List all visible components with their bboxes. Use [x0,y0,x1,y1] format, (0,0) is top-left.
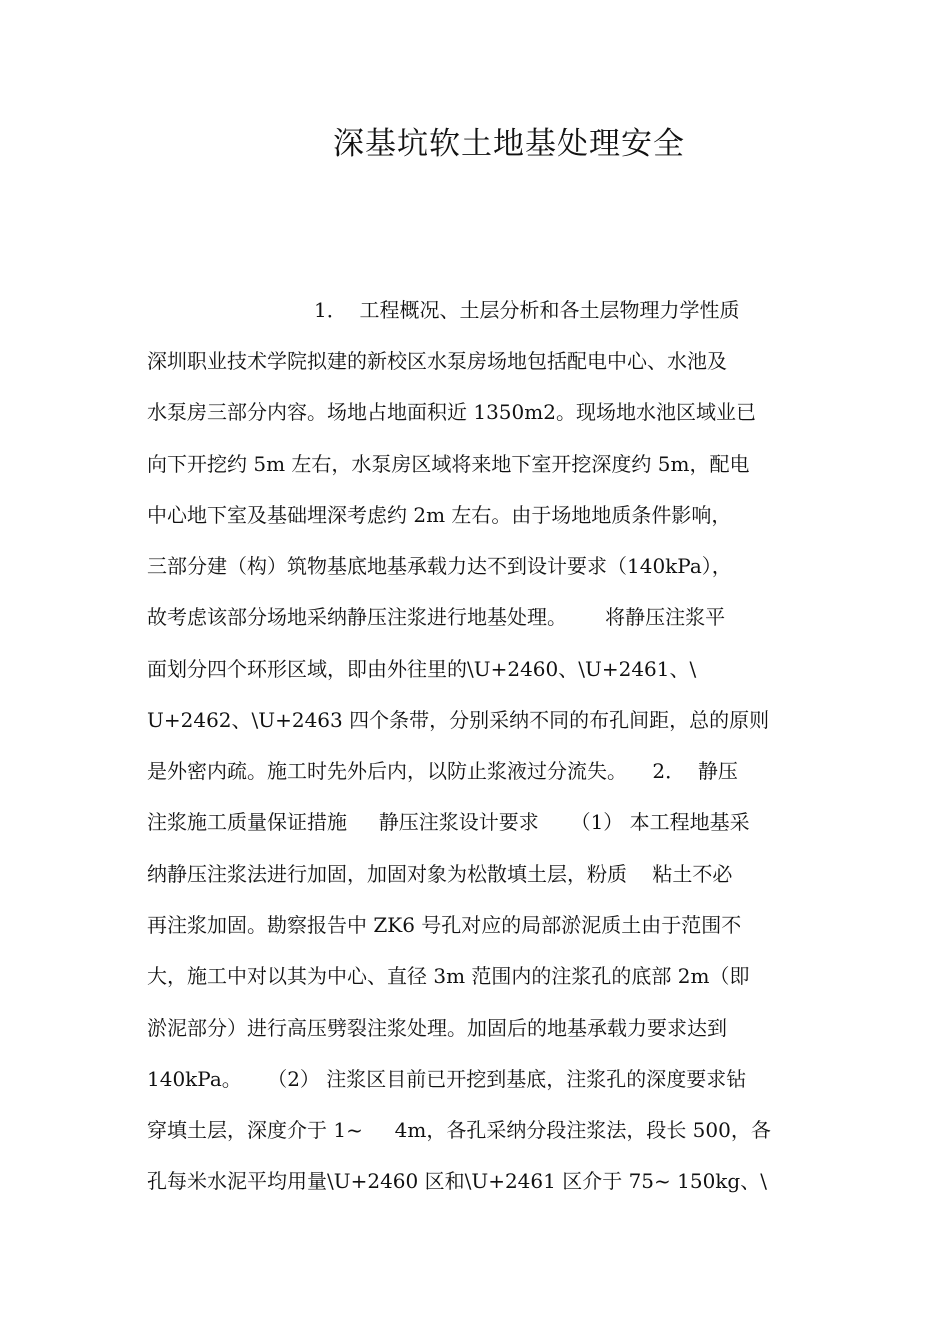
paragraph-line: 面划分四个环形区域，即由外往里的\U+2460、\U+2461、\ [147,657,697,681]
paragraph-line: 孔每米水泥平均用量\U+2460 区和\U+2461 区介于 75~ 150kg、\ [147,1169,767,1193]
paragraph-line: 注浆施工质量保证措施 静压注浆设计要求 （1） 本工程地基采 [147,810,750,834]
paragraph-line: U+2462、\U+2463 四个条带，分别采纳不同的布孔间距，总的原则 [147,708,770,732]
document-title: 深基坑软土地基处理安全 [333,126,685,162]
paragraph-line: 中心地下室及基础埋深考虑约 2m 左右。由于场地地质条件影响， [147,503,732,527]
paragraph-line: 140kPa。 （2） 注浆区目前已开挖到基底，注浆孔的深度要求钻 [147,1067,747,1091]
paragraph-line: 纳静压注浆法进行加固，加固对象为松散填土层，粉质 粘土不必 [147,862,733,886]
section-heading: 1． 工程概况、土层分析和各土层物理力学性质 [314,298,740,322]
paragraph-line: 水泵房三部分内容。场地占地面积近 1350m2。现场地水池区域业已 [147,400,756,424]
paragraph-line: 向下开挖约 5m 左右，水泵房区域将来地下室开挖深度约 5m，配电 [147,452,750,476]
paragraph-line: 再注浆加固。勘察报告中 ZK6 号孔对应的局部淤泥质土由于范围不 [147,913,742,937]
paragraph-line: 故考虑该部分场地采纳静压注浆进行地基处理。 将静压注浆平 [147,605,726,629]
paragraph-line: 是外密内疏。施工时先外后内，以防止浆液过分流失。 2． 静压 [147,759,738,783]
paragraph-line: 大，施工中对以其为中心、直径 3m 范围内的注浆孔的底部 2m（即 [147,964,750,988]
paragraph-line: 穿填土层，深度介于 1~ 4m，各孔采纳分段注浆法，段长 500，各 [147,1118,771,1142]
paragraph-line: 淤泥部分）进行高压劈裂注浆处理。加固后的地基承载力要求达到 [147,1016,727,1040]
paragraph-line: 深圳职业技术学院拟建的新校区水泵房场地包括配电中心、水池及 [147,349,727,373]
paragraph-line: 三部分建（构）筑物基底地基承载力达不到设计要求（140kPa）， [147,554,732,578]
